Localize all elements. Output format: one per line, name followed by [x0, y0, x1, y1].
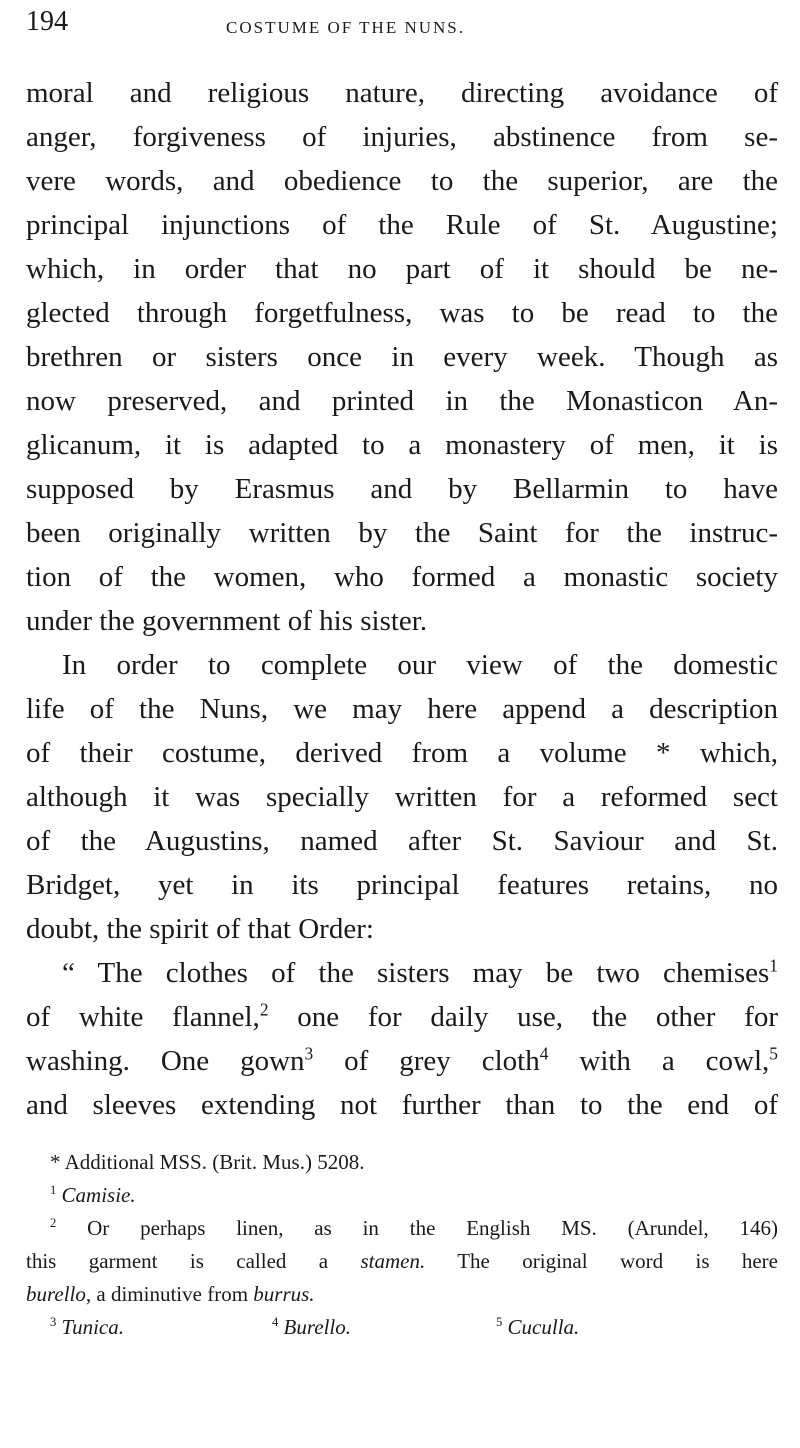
footnote-mark: 5	[496, 1315, 503, 1329]
text-line: tion of the women, who formed a monastic society	[26, 561, 778, 593]
footnote-text: stamen.	[360, 1249, 426, 1273]
quote-text: of white flannel,	[26, 1001, 260, 1033]
quote-line	[26, 1039, 778, 1083]
text-line: moral and religious nature, directing avoidance of	[26, 77, 778, 109]
footnote-text: Camisie.	[61, 1183, 136, 1207]
text-line: glicanum, it is adapted to a monastery of men, it is	[26, 429, 778, 461]
footnote-row	[26, 1311, 778, 1344]
footnote-5	[496, 1311, 579, 1344]
text-line: now preserved, and printed in the Monasticon An-	[26, 385, 778, 417]
quote-text: “ The clothes of the sisters may be two chemises	[62, 957, 770, 989]
footnote-text: Tunica.	[61, 1315, 124, 1339]
footnote-mark: 3	[50, 1315, 57, 1329]
quote-line	[26, 995, 778, 1039]
page-number: 194	[26, 6, 68, 37]
text-line: of the Augustins, named after St. Saviour and St.	[26, 825, 778, 857]
footnote-1	[26, 1179, 778, 1212]
footnote-text: burrus.	[253, 1282, 315, 1306]
footnote-3	[50, 1311, 124, 1344]
footnote-text: a diminutive from	[91, 1282, 254, 1306]
footnote-ref: 3	[304, 1043, 314, 1064]
text-line: under the government of his sister.	[26, 605, 428, 637]
text-line: of their costume, derived from a volume * which,	[26, 737, 778, 769]
footnote-text: Or perhaps linen, as in the English MS. (Arundel, 146)	[56, 1216, 778, 1240]
footnote-ref: 1	[769, 955, 778, 976]
footnote-text: this garment is called a	[26, 1249, 361, 1273]
quote-line	[26, 951, 778, 995]
footnote-text: Cuculla.	[507, 1315, 580, 1339]
footnote-text: burello,	[26, 1282, 92, 1306]
running-head: COSTUME OF THE NUNS.	[226, 18, 465, 37]
text-line: In order to complete our view of the domestic	[62, 649, 778, 681]
page-header	[26, 6, 778, 46]
text-line: supposed by Erasmus and by Bellarmin to have	[26, 473, 778, 505]
footnote-mark: 1	[50, 1183, 57, 1197]
body-text	[26, 71, 778, 1127]
footnote-star: * Additional MSS. (Brit. Mus.) 5208.	[50, 1150, 365, 1174]
quote-text: one for daily use, the other for	[268, 1001, 778, 1033]
footnote-mark: 4	[272, 1315, 279, 1329]
footnote-2-cont	[26, 1278, 778, 1311]
text-line: Bridget, yet in its principal features retains, no	[26, 869, 778, 901]
text-line: which, in order that no part of it should be ne-	[26, 253, 778, 285]
quote-text: washing. One gown	[26, 1045, 305, 1077]
text-line: although it was specially written for a reformed sect	[26, 781, 778, 813]
text-line: glected through forgetfulness, was to be read to the	[26, 297, 778, 329]
footnote-4	[272, 1311, 351, 1344]
footnote-ref: 2	[259, 999, 269, 1020]
quote-line: and sleeves extending not further than to the end of	[26, 1089, 778, 1121]
text-line: life of the Nuns, we may here append a description	[26, 693, 778, 725]
text-line: been originally written by the Saint for the instruc-	[26, 517, 778, 549]
footnote-mark: 2	[50, 1216, 57, 1230]
text-line: principal injunctions of the Rule of St. Augustine;	[26, 209, 778, 241]
text-line: doubt, the spirit of that Order:	[26, 913, 374, 945]
quote-text: of grey cloth	[313, 1045, 540, 1077]
text-line: brethren or sisters once in every week. Though as	[26, 341, 778, 373]
footnotes	[26, 1146, 778, 1344]
footnote-text: The original word is here	[425, 1249, 778, 1273]
footnote-ref: 5	[769, 1043, 778, 1064]
text-line: vere words, and obedience to the superior, are the	[26, 165, 778, 197]
footnote-ref: 4	[539, 1043, 549, 1064]
text-line: anger, forgiveness of injuries, abstinence from se-	[26, 121, 778, 153]
footnote-text: Burello.	[283, 1315, 352, 1339]
footnote-2-cont	[26, 1245, 778, 1278]
footnote-2	[26, 1212, 778, 1245]
quote-text: with a cowl,	[548, 1045, 770, 1077]
